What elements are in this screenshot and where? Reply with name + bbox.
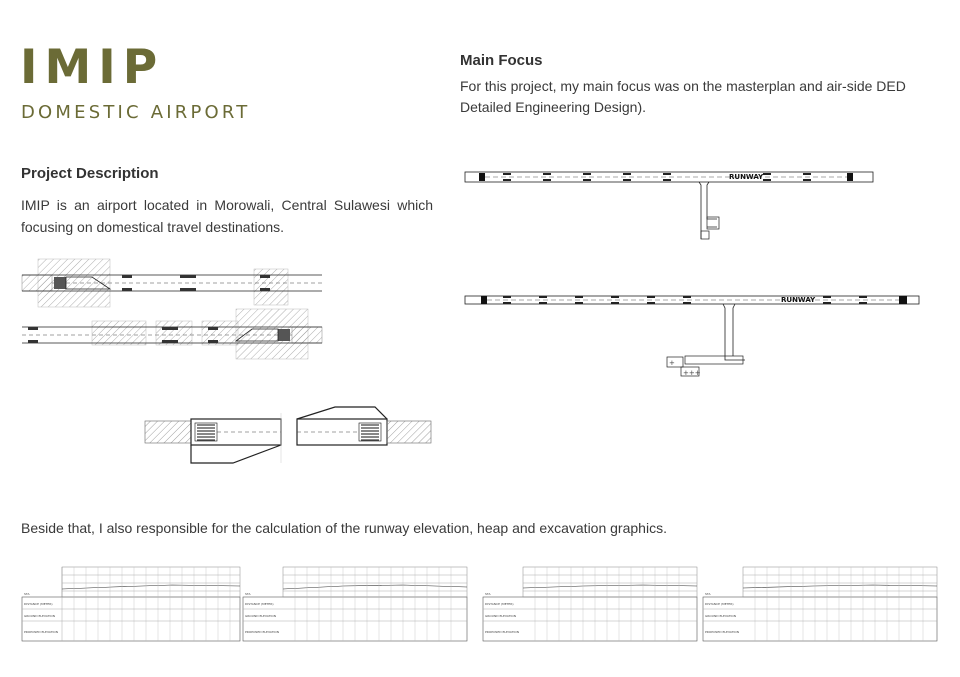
profile-row-label: PROPOSED ELEVATION <box>485 630 519 634</box>
profile-row-label: GROUND ELEVATION <box>705 614 736 618</box>
profile-row-label: STA <box>24 592 30 596</box>
project-title: IMIP <box>20 40 165 95</box>
runway-masterplan-2 <box>463 290 923 382</box>
profile-row-label: DISTANCE (METER) <box>705 602 734 606</box>
profile-row-label: DISTANCE (METER) <box>245 602 274 606</box>
profile-row-label: DISTANCE (METER) <box>485 602 514 606</box>
runway-label: RUNWAY <box>729 173 764 181</box>
runway-end-plan-drawing <box>22 255 332 365</box>
elevation-profile-4 <box>703 561 938 643</box>
runway-end-detail-drawing <box>145 405 435 467</box>
profile-row-label: PROPOSED ELEVATION <box>705 630 739 634</box>
runway-masterplan-1 <box>463 165 883 245</box>
profile-row-label: GROUND ELEVATION <box>24 614 55 618</box>
profile-row-label: GROUND ELEVATION <box>485 614 516 618</box>
elevation-profile-2 <box>243 561 468 643</box>
profile-row-label: STA <box>485 592 491 596</box>
profile-row-label: DISTANCE (METER) <box>24 602 53 606</box>
svg-text:+++: +++ <box>683 369 701 377</box>
focus-heading: Main Focus <box>460 52 543 69</box>
svg-text:+: + <box>669 359 675 367</box>
description-text: IMIP is an airport located in Morowali, Central Sulawesi which focusing on domestical travel destinations. <box>21 197 433 235</box>
elevation-profile-3 <box>483 561 698 643</box>
focus-text: For this project, my main focus was on the masterplan and air-side DED Detailed Engineering Design). <box>460 78 906 115</box>
profile-row-label: STA <box>245 592 251 596</box>
profile-row-label: PROPOSED ELEVATION <box>24 630 58 634</box>
project-subtitle: DOMESTIC AIRPORT <box>21 102 251 123</box>
runway-label: RUNWAY <box>781 296 816 304</box>
profile-row-label: GROUND ELEVATION <box>245 614 276 618</box>
elevation-profile-1 <box>22 561 242 643</box>
profile-row-label: STA <box>705 592 711 596</box>
responsibility-text: Beside that, I also responsible for the calculation of the runway elevation, heap and excavation graphics. <box>21 520 667 536</box>
description-heading: Project Description <box>21 165 159 182</box>
profile-row-label: PROPOSED ELEVATION <box>245 630 279 634</box>
